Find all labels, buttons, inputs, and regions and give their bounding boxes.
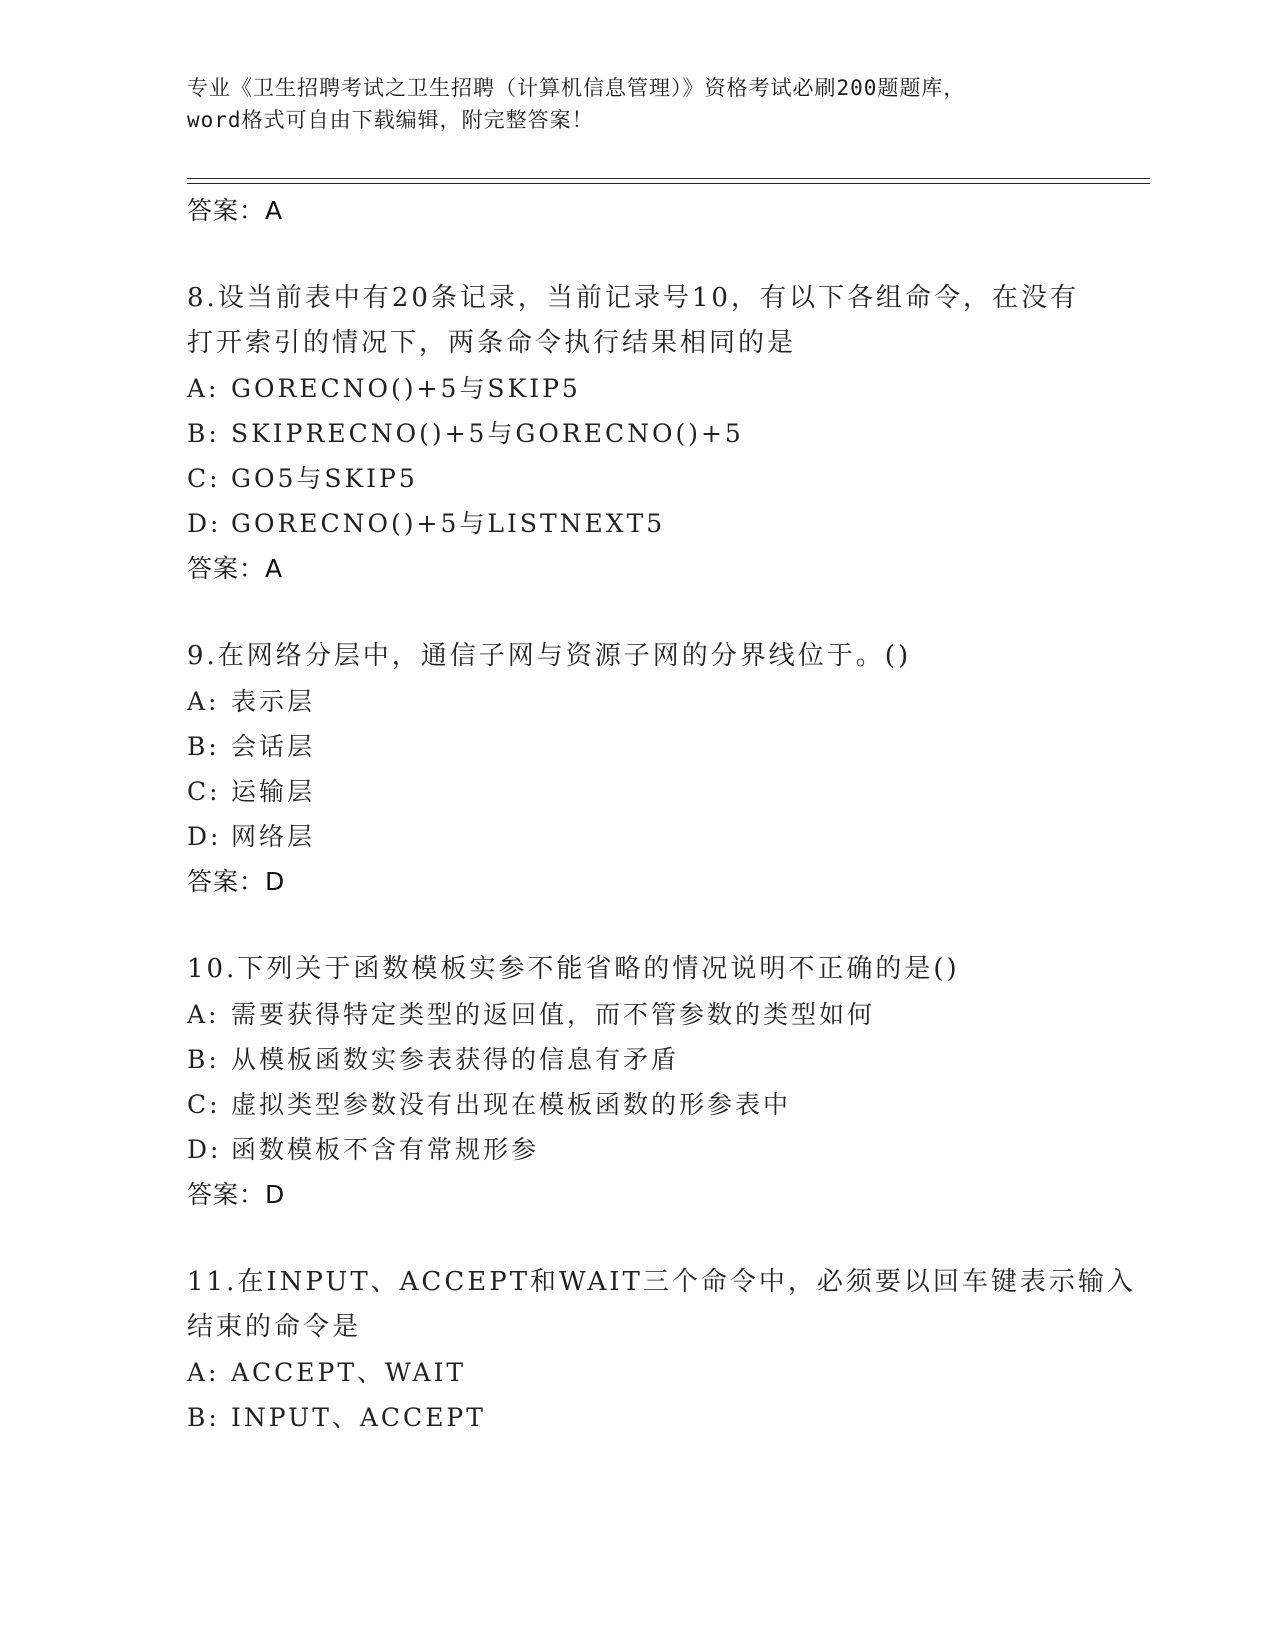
header-rule-top [187, 178, 1150, 179]
question-text [187, 1260, 1136, 1350]
option-text: INPUT、ACCEPT [231, 1403, 486, 1432]
question-block [187, 1260, 1136, 1440]
option-item [187, 679, 1087, 724]
answer-label: 答案：A [187, 196, 284, 225]
question-list [187, 188, 1136, 1440]
question-text-line: 9.在网络分层中，通信子网与资源子网的分界线位于。() [187, 641, 912, 671]
option-key: A: [187, 687, 220, 716]
answer-label: 答案：A [187, 554, 284, 583]
header-line-2: word格式可自由下载编辑，附完整答案！ [187, 108, 594, 132]
option-item [187, 814, 1087, 859]
answer-label: 答案：D [187, 867, 286, 896]
questions-container [187, 276, 1136, 1440]
question-text-line: 10.下列关于函数模板实参不能省略的情况说明不正确的是() [187, 954, 960, 984]
option-key: D: [187, 509, 222, 538]
option-text: 需要获得特定类型的返回值，而不管参数的类型如何 [231, 1000, 876, 1029]
option-text: 运输层 [231, 777, 316, 806]
option-text: 会话层 [231, 732, 316, 761]
option-item [187, 724, 1087, 769]
option-item [187, 366, 1087, 411]
option-text: SKIPRECNO()+5与GORECNO()+5 [231, 419, 744, 448]
option-key: B: [187, 1045, 220, 1074]
option-item [187, 411, 1087, 456]
document-header [187, 72, 1087, 136]
option-text: ACCEPT、WAIT [231, 1358, 467, 1387]
question-text-line: 8.设当前表中有20条记录，当前记录号10，有以下各组命令，在没有 [187, 283, 1079, 313]
option-item [187, 501, 1087, 546]
option-text: GORECNO()+5与LISTNEXT5 [231, 509, 666, 538]
question-text [187, 634, 1087, 679]
option-item [187, 1127, 1087, 1172]
option-text: 虚拟类型参数没有出现在模板函数的形参表中 [231, 1090, 792, 1119]
option-item [187, 1350, 1087, 1395]
option-key: B: [187, 1403, 220, 1432]
option-item [187, 769, 1087, 814]
option-text: GORECNO()+5与SKIP5 [231, 374, 581, 403]
question-text-line: 结束的命令是 [187, 1312, 362, 1342]
option-key: C: [187, 777, 221, 806]
question-text [187, 947, 1087, 992]
option-item [187, 1395, 1087, 1440]
question-block [187, 947, 1087, 1218]
question-text-line: 11.在INPUT、ACCEPT和WAIT三个命令中，必须要以回车键表示输入 [187, 1267, 1136, 1297]
option-key: A: [187, 1358, 220, 1387]
option-key: B: [187, 732, 220, 761]
option-key: C: [187, 1090, 221, 1119]
option-text: 网络层 [231, 822, 316, 851]
question-text [187, 276, 1087, 366]
question-block [187, 276, 1087, 592]
option-key: A: [187, 374, 220, 403]
option-text: 函数模板不含有常规形参 [231, 1135, 540, 1164]
option-item [187, 1037, 1087, 1082]
option-item [187, 456, 1087, 501]
option-key: B: [187, 419, 220, 448]
option-item [187, 1082, 1087, 1127]
question-text-line: 打开索引的情况下，两条命令执行结果相同的是 [187, 328, 797, 358]
option-text: GO5与SKIP5 [231, 464, 418, 493]
option-key: D: [187, 1135, 222, 1164]
option-key: A: [187, 1000, 220, 1029]
option-key: D: [187, 822, 222, 851]
question-block [187, 634, 1087, 905]
header-line-1: 专业《卫生招聘考试之卫生招聘（计算机信息管理）》资格考试必刷200题题库， [187, 76, 966, 100]
option-key: C: [187, 464, 221, 493]
answer-label: 答案：D [187, 1180, 286, 1209]
header-rule-bottom [187, 183, 1150, 184]
option-text: 表示层 [231, 687, 316, 716]
option-item [187, 992, 1087, 1037]
option-text: 从模板函数实参表获得的信息有矛盾 [231, 1045, 680, 1074]
